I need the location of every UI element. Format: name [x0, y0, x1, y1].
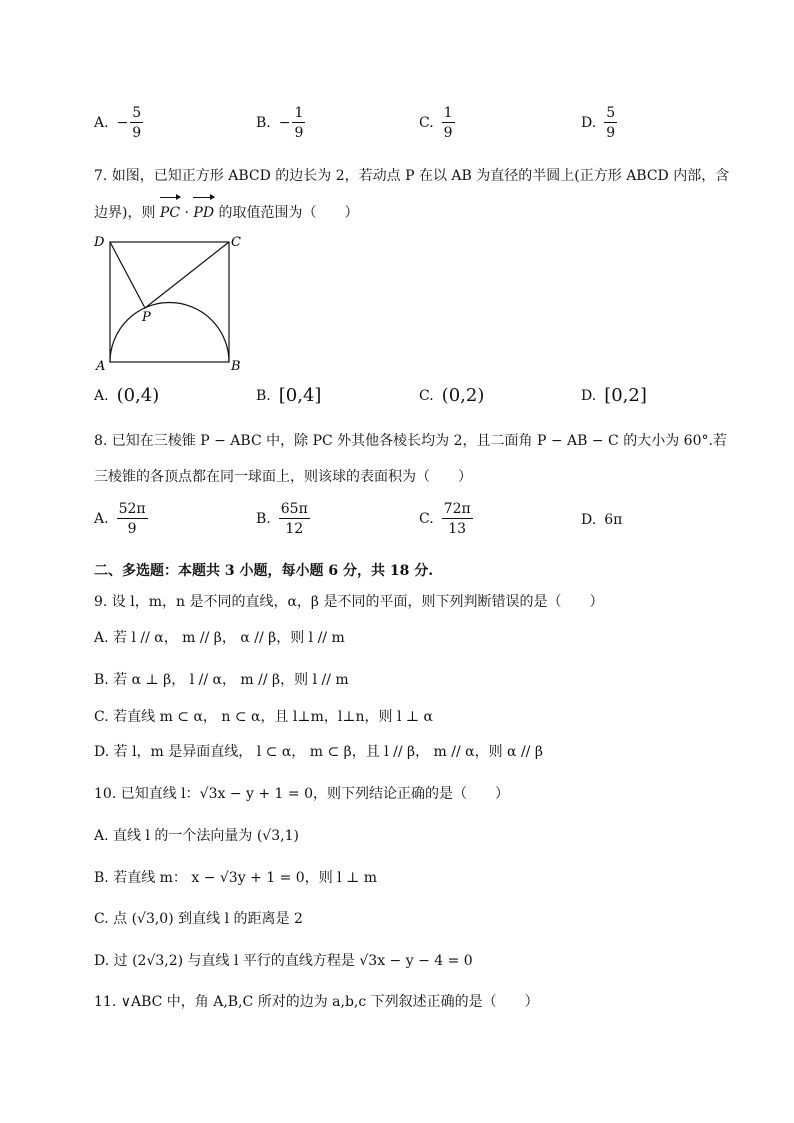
option-text: (0,4): [116, 385, 160, 406]
segment-pc: [145, 242, 229, 308]
numerator: 52π: [118, 501, 146, 517]
q7-stem-line2: [94, 202, 359, 222]
label-b: B: [231, 359, 241, 374]
label-d: D: [94, 235, 105, 250]
vector-arrow-icon: [160, 197, 180, 202]
q10-option-b: B. 若直线 m： x − √3y + 1 = 0，则 l ⊥ m: [94, 870, 377, 886]
option-label: B.: [256, 115, 271, 131]
dot-operator: ·: [180, 205, 194, 221]
option-label: A.: [94, 115, 109, 131]
option-label: B.: [256, 387, 271, 404]
q11-stem: 11. ∨ABC 中，角 A,B,C 所对的边为 a,b,c 下列叙述正确的是（ ）: [94, 994, 539, 1010]
q8-option-b: [256, 502, 310, 536]
option-text: [0,4]: [278, 385, 322, 406]
q10-stem: 10. 已知直线 l：√3x − y + 1 = 0，则下列结论正确的是（ ）: [94, 786, 509, 802]
q6-option-d: [581, 106, 617, 140]
q8-option-d: [581, 512, 622, 528]
q6-option-c: [419, 106, 455, 140]
denominator: 9: [294, 125, 304, 141]
q6-option-a: [94, 106, 143, 140]
numerator: 65π: [280, 501, 308, 517]
q8-option-a: [94, 502, 148, 536]
vector-arrow-icon: [193, 197, 214, 202]
q7-stem-post: 的取值范围为（ ）: [214, 205, 359, 221]
fraction: [442, 502, 473, 536]
numerator: 1: [443, 105, 453, 121]
denominator: 13: [448, 521, 467, 537]
q7-stem-pre: 边界)，则: [94, 205, 160, 221]
denominator: 12: [285, 521, 304, 537]
option-label: A.: [94, 387, 109, 404]
numerator: 72π: [443, 501, 471, 517]
option-label: D.: [581, 387, 597, 404]
option-label: C.: [419, 115, 434, 131]
q10-option-a: A. 直线 l 的一个法向量为 (√3,1): [94, 828, 299, 844]
q8-option-c: [419, 502, 473, 536]
minus-sign: −: [116, 115, 129, 131]
numerator: 1: [294, 105, 304, 121]
semicircle-ab: [110, 303, 229, 363]
label-p: P: [142, 310, 151, 325]
fraction: [604, 106, 617, 140]
segment-pd: [110, 242, 145, 308]
denominator: 9: [443, 125, 453, 141]
q7-option-a: [94, 385, 159, 406]
label-c: C: [231, 235, 241, 250]
fraction: [117, 502, 148, 536]
q7-figure-square-semicircle: [90, 230, 250, 375]
option-label: D.: [581, 512, 597, 528]
fraction: [292, 106, 305, 140]
q7-stem-line1: 7. 如图，已知正方形 ABCD 的边长为 2，若动点 P 在以 AB 为直径的半圆上(正方形 ABCD 内部，含: [94, 168, 730, 184]
denominator: 9: [132, 125, 142, 141]
option-label: D.: [581, 115, 597, 131]
q9-option-a: A. 若 l // α， m // β， α // β，则 l // m: [94, 630, 345, 646]
fraction: [130, 106, 143, 140]
q6-option-b: [256, 106, 305, 140]
numerator: 5: [606, 105, 616, 121]
q10-option-d: D. 过 (2√3,2) 与直线 l 平行的直线方程是 √3x − y − 4 = 0: [94, 953, 473, 969]
fraction: [442, 106, 455, 140]
option-text: (0,2): [441, 385, 485, 406]
q9-stem: 9. 设 l，m，n 是不同的直线，α，β 是不同的平面，则下列判断错误的是（ ）: [94, 594, 604, 610]
q7-option-b: [256, 385, 321, 406]
numerator: 5: [132, 105, 142, 121]
q10-option-c: C. 点 (√3,0) 到直线 l 的距离是 2: [94, 911, 303, 927]
fraction: [279, 502, 310, 536]
option-label: C.: [419, 511, 434, 527]
q9-option-d: D. 若 l，m 是异面直线， l ⊂ α， m ⊂ β，且 l // β， m // α，则 α // β: [94, 744, 543, 760]
denominator: 9: [127, 521, 137, 537]
q8-stem-line2: 三棱锥的各顶点都在同一球面上，则该球的表面积为（ ）: [94, 469, 472, 485]
minus-sign: −: [278, 115, 291, 131]
option-label: C.: [419, 387, 434, 404]
vector-pd: PD: [193, 205, 214, 221]
option-text: 6π: [604, 512, 623, 528]
vector-pc: PC: [160, 205, 180, 221]
option-label: B.: [256, 511, 271, 527]
q7-option-d: [581, 385, 647, 406]
q9-option-c: C. 若直线 m ⊂ α， n ⊂ α，且 l⊥m，l⊥n，则 l ⊥ α: [94, 709, 433, 725]
q8-stem-line1: 8. 已知在三棱锥 P − ABC 中，除 PC 外其他各棱长均为 2，且二面角 P − AB − C 的大小为 60°.若: [94, 433, 727, 449]
denominator: 9: [606, 125, 616, 141]
label-a: A: [96, 359, 106, 374]
option-text: [0,2]: [604, 385, 647, 406]
section-heading: 二、多选题：本题共 3 小题，每小题 6 分，共 18 分.: [94, 563, 434, 579]
q7-option-c: [419, 385, 484, 406]
q9-option-b: B. 若 α ⊥ β， l // α， m // β，则 l // m: [94, 672, 349, 688]
option-label: A.: [94, 511, 109, 527]
